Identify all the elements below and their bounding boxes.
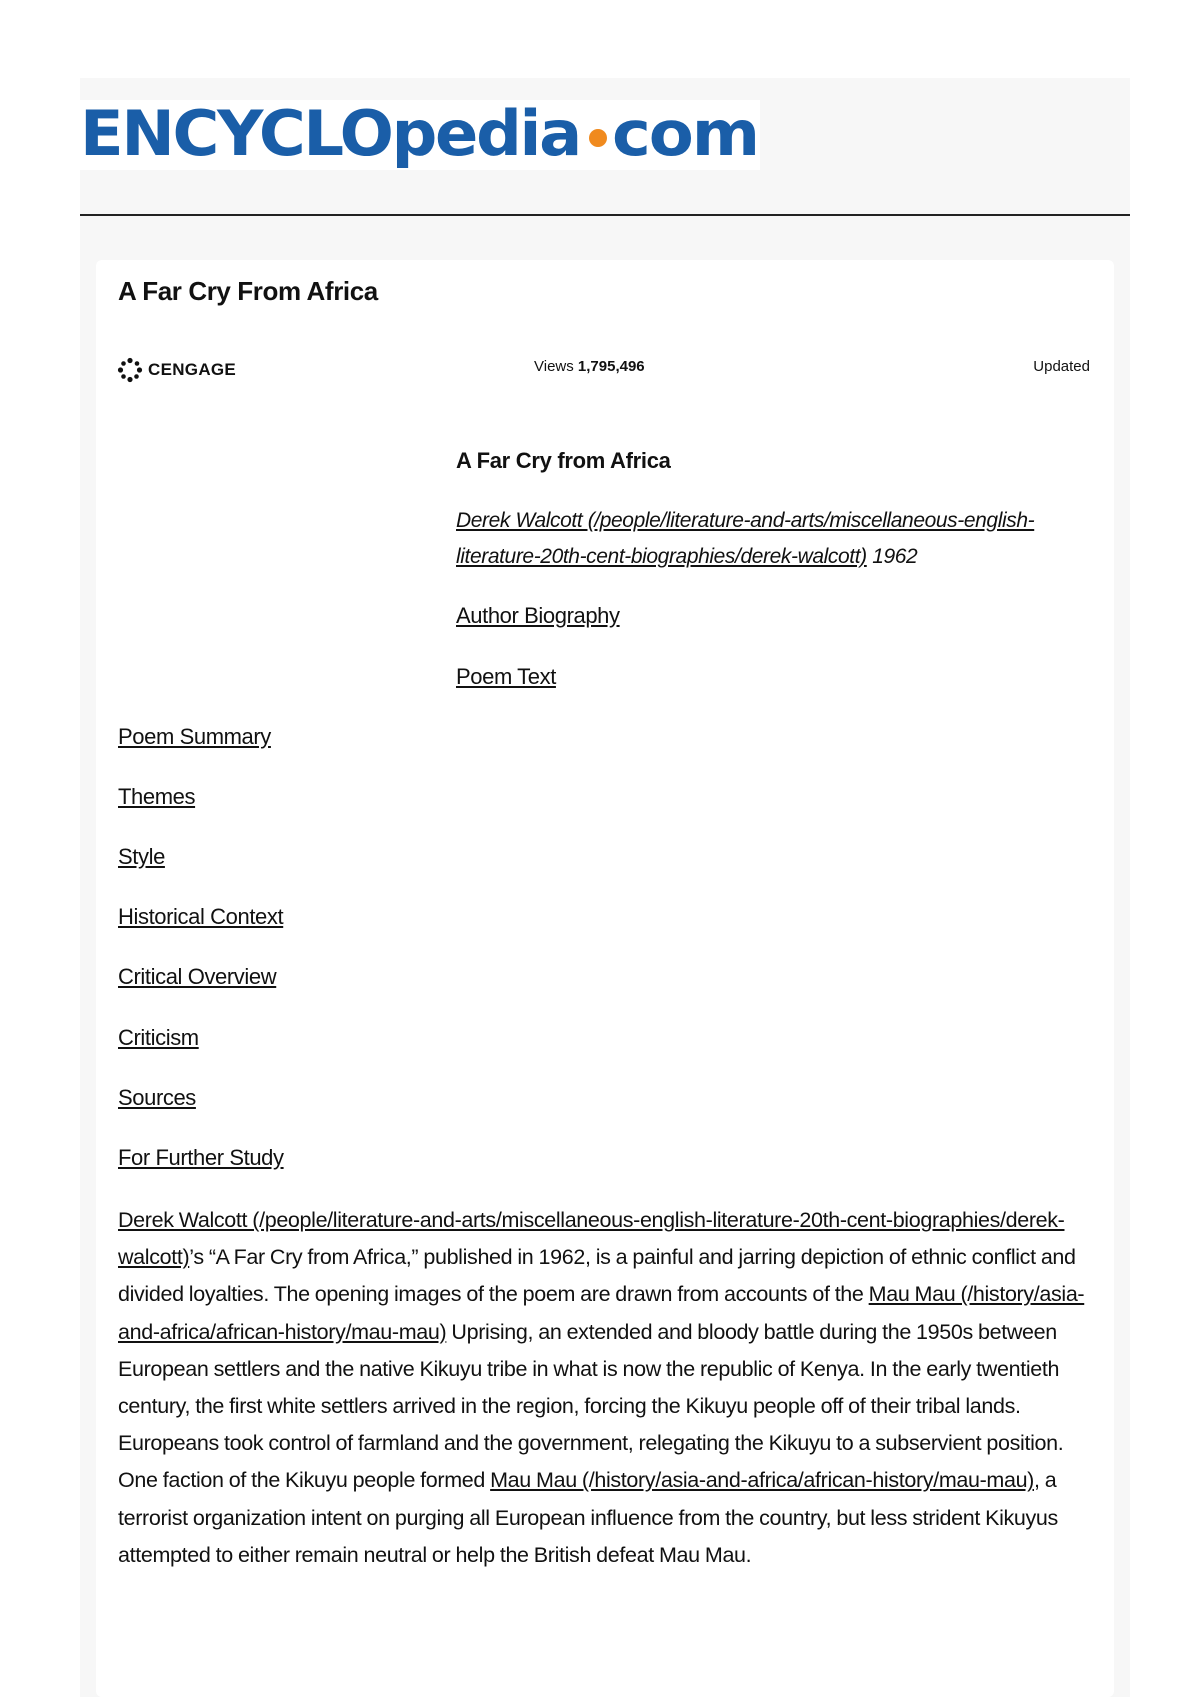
paragraph-text-2: Uprising, an extended and bloody battle during the 1950s between European settlers and the native Kikuyu tribe in what is now the republic of Kenya. In the early twentieth century, the first white settlers arrived in the region, forcing the Kikuyu people off of their tribal lands. Europeans took control of farmland and the government, relegating the Kikuyu to a subservient position. One faction of the Kikuyu people formed: [118, 1319, 1064, 1493]
article-paragraph: [118, 1202, 1093, 1574]
publisher-name: CENGAGE: [148, 360, 237, 379]
toc-link-criticism[interactable]: Criticism: [118, 1025, 199, 1050]
mau-mau-link[interactable]: Mau Mau (/history/asia-and-africa/african-history/mau-mau): [118, 1282, 1085, 1344]
toc-heading: A Far Cry from Africa: [456, 448, 671, 473]
toc-link-for-further-study[interactable]: For Further Study: [118, 1145, 284, 1170]
logo-text-left: ENCYCLOpedia: [80, 100, 580, 170]
paragraph-text-1: ’s “A Far Cry from Africa,” published in 1962, is a painful and jarring depiction of ethnic conflict and divided loyalties. The opening images of the poem are drawn from accounts of the: [118, 1245, 1076, 1307]
view-count: [534, 358, 645, 375]
toc-link-author-biography[interactable]: Author Biography: [456, 603, 620, 628]
header-divider: [80, 214, 1130, 216]
toc-link-style[interactable]: Style: [118, 844, 165, 869]
author-link[interactable]: Derek Walcott (/people/literature-and-arts/miscellaneous-english-literature-20th-cent-biographies/derek-walcott): [456, 509, 1035, 568]
logo-wordmark: [80, 100, 760, 170]
body-author-link[interactable]: Derek Walcott (/people/literature-and-arts/miscellaneous-english-literature-20th-cent-biographies/derek-walcott): [118, 1208, 1065, 1270]
toc-link-poem-summary[interactable]: Poem Summary: [118, 724, 271, 749]
publisher-logo: [117, 357, 236, 383]
toc-link-sources[interactable]: Sources: [118, 1085, 196, 1110]
toc-link-poem-text[interactable]: Poem Text: [456, 664, 556, 689]
publication-year: 1962: [872, 545, 918, 568]
toc-byline: [456, 503, 1076, 575]
views-number: 1,795,496: [577, 358, 645, 375]
page-title: A Far Cry From Africa: [118, 276, 378, 306]
views-label: Views: [534, 358, 574, 375]
paragraph-text-3: , a terrorist organization intent on purging all European influence from the country, but less strident Kikuyus attempted to either remain neutral or help the British defeat Mau Mau.: [118, 1468, 1058, 1567]
mau-mau-link-2[interactable]: Mau Mau (/history/asia-and-africa/african-history/mau-mau): [490, 1468, 1034, 1493]
toc-link-themes[interactable]: Themes: [118, 784, 196, 809]
site-header: [80, 78, 1130, 216]
cengage-burst-icon: [117, 357, 143, 383]
encyclopedia-logo[interactable]: [80, 100, 760, 170]
logo-text-right: com: [612, 100, 758, 170]
toc-link-historical-context[interactable]: Historical Context: [118, 904, 284, 929]
logo-dot-icon: [589, 129, 607, 147]
updated-label: Updated: [1033, 358, 1090, 375]
toc-link-critical-overview[interactable]: Critical Overview: [118, 964, 277, 989]
